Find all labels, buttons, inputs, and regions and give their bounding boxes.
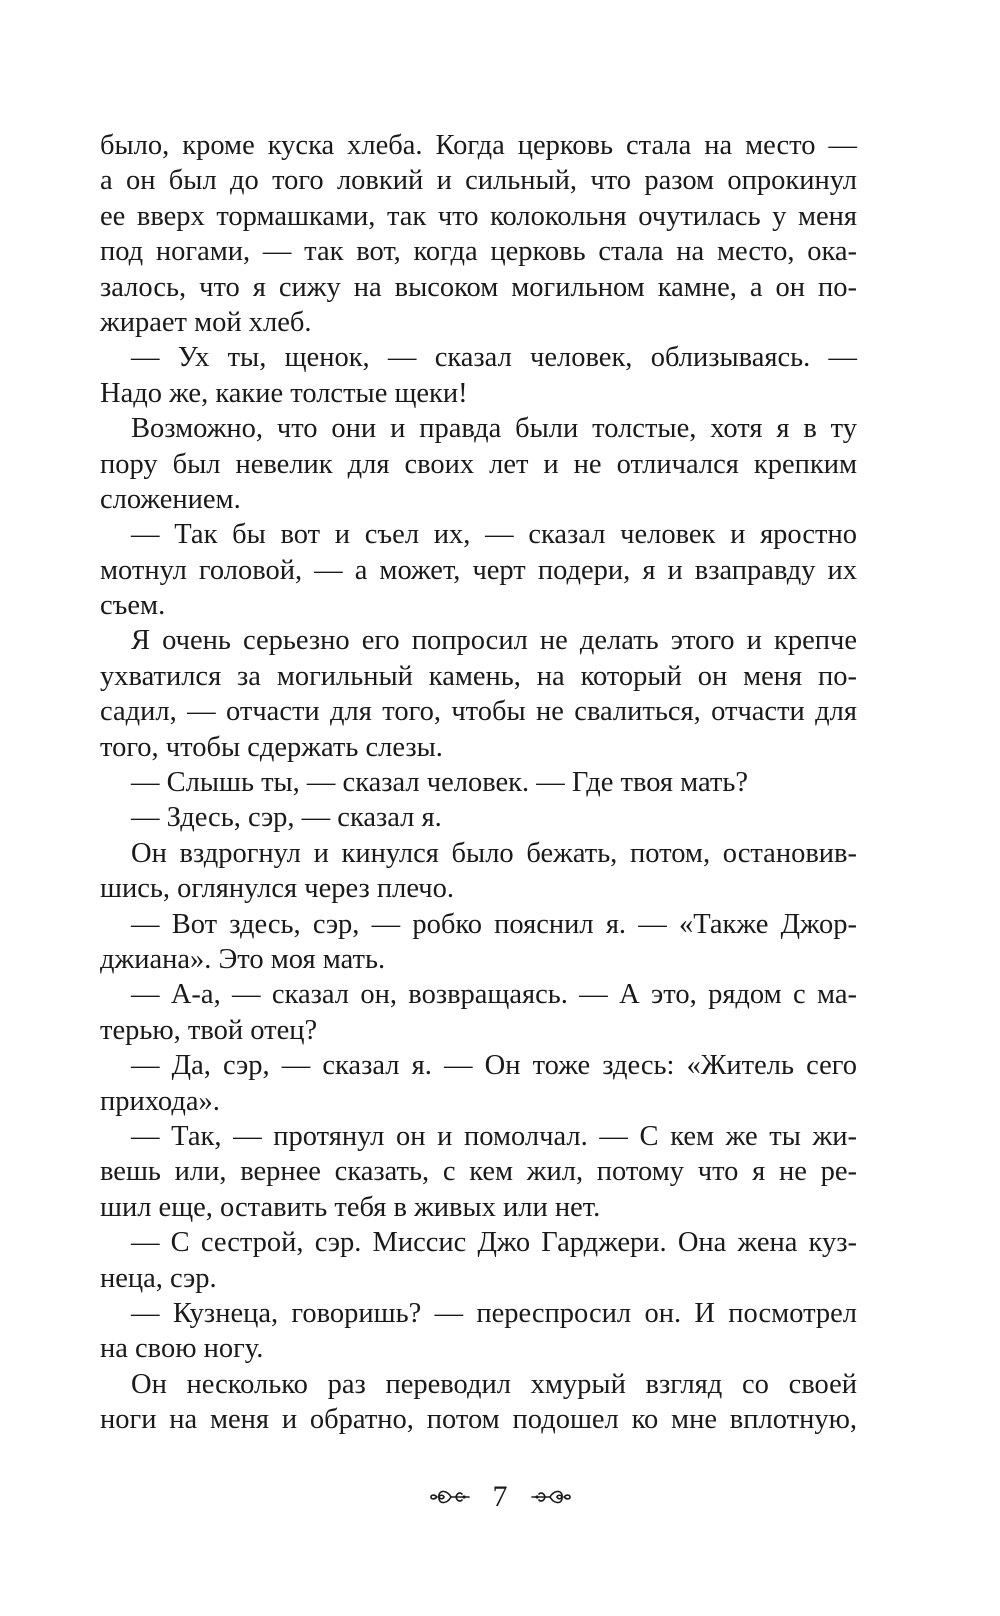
text-line: шил еще, оставить тебя в живых или нет. [100,1191,601,1223]
text-line: — А-а, — сказал он, возвращаясь. — А это, рядом с ма- [131,979,857,1011]
text-line: садил, — отчасти для того, чтобы не свалиться, отчасти для [100,696,857,728]
text-line: Надо же, какие толстые щеки! [100,377,468,409]
text-line: — Здесь, сэр, — сказал я. [131,802,442,834]
fleuron-right-icon [530,1486,572,1508]
text-line: неца, сэр. [100,1262,217,1294]
text-line: ухватился за могильный камень, на который он меня по- [100,660,857,692]
text-line: — С сестрой, сэр. Миссис Джо Гарджери. Она жена куз- [131,1227,857,1259]
text-line: — Так, — протянул он и помолчал. — С кем же ты жи- [131,1120,857,1152]
text-line: шись, оглянулся через плечо. [100,873,455,905]
text-line: Он несколько раз переводил хмурый взгляд со своей [131,1368,857,1400]
text-line: сложением. [100,483,241,515]
text-line: мотнул головой, — а может, черт подери, я и взаправду их [100,554,857,586]
fleuron-left-icon [429,1486,471,1508]
text-line: — Да, сэр, — сказал я. — Он тоже здесь: «Житель сего [131,1050,857,1082]
text-line: ноги на меня и обратно, потом подошел ко мне вплотную, [100,1404,857,1436]
page-number: 7 [492,1480,508,1513]
text-line: ее вверх тормашками, так что колокольня очутилась у меня [100,200,857,232]
text-line: джиана». Это моя мать. [100,943,386,975]
text-line: Я очень серьезно его попросил не делать этого и крепче [131,625,857,657]
text-line: жирает мой хлеб. [100,306,312,338]
text-line: под ногами, — так вот, когда церковь стала на место, ока- [100,236,857,268]
text-line: залось, что я сижу на высоком могильном камне, а он по- [100,271,857,303]
text-line: — Слышь ты, — сказал человек. — Где твоя мать? [131,767,749,799]
text-line: было, кроме куска хлеба. Когда церковь стала на место — [100,130,857,161]
text-line: на свою ногу. [100,1333,264,1365]
text-line: Возможно, что они и правда были толстые, хотя я в ту [131,413,857,445]
text-line: — Вот здесь, сэр, — робко пояснил я. — «Также Джор- [131,908,857,940]
text-line: прихода». [100,1085,220,1117]
text-line: — Кузнеца, говоришь? — переспросил он. И посмотрел [131,1297,857,1329]
text-line: пору был невелик для своих лет и не отличался крепким [100,448,857,480]
text-line: вешь или, вернее сказать, с кем жил, потому что я не ре- [100,1156,857,1188]
text-line: Он вздрогнул и кинулся было бежать, потом, остановив- [131,837,857,869]
page-footer [0,1475,1000,1519]
text-line: терью, твой отец? [100,1014,318,1046]
text-line: съем. [100,590,166,622]
text-line: — Так бы вот и съел их, — сказал человек и яростно [131,519,857,551]
page-body [100,128,857,1437]
text-line: того, чтобы сдержать слезы. [100,731,443,763]
text-line: а он был до того ловкий и сильный, что разом опрокинул [100,165,857,197]
text-line: — Ух ты, щенок, — сказал человек, облизываясь. — [131,342,857,374]
